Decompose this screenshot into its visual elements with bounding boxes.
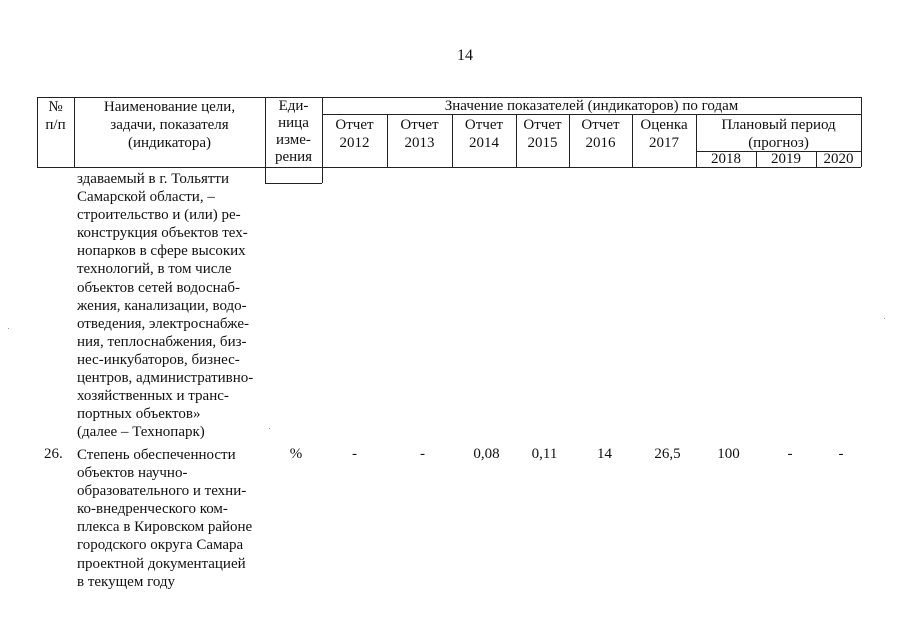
- text-line: нес-инкубаторов, бизнес-: [77, 351, 240, 368]
- value-2012: -: [352, 446, 357, 462]
- header-text: 2012: [339, 135, 370, 151]
- continuation-text: [77, 170, 267, 441]
- text-line: (далее – Технопарк): [77, 424, 205, 441]
- text-line: Самарской области, –: [77, 189, 215, 206]
- header-text: ница: [278, 115, 309, 131]
- text-line: хозяйственных и транс-: [77, 388, 229, 405]
- row-name: [77, 446, 267, 591]
- header-text: задачи, показателя: [110, 117, 229, 133]
- text-line: ния, теплоснабжения, биз-: [77, 333, 247, 350]
- text-line: Степень обеспеченности: [77, 447, 236, 463]
- scan-speck: [269, 428, 270, 429]
- value-2016: 14: [597, 446, 612, 462]
- header-text: 2017: [649, 135, 679, 151]
- header-col-name: [74, 98, 265, 152]
- header-text: (прогноз): [748, 135, 809, 151]
- header-year-2016: [569, 116, 632, 152]
- value-2018: 100: [717, 446, 740, 462]
- header-col-number: [37, 98, 74, 134]
- header-text: изме-: [276, 132, 311, 148]
- text-line: образовательного и техни-: [77, 483, 247, 500]
- header-col-unit: [265, 98, 322, 166]
- row-unit: %: [289, 446, 303, 462]
- text-line: плекса в Кировском районе: [77, 519, 253, 536]
- text-line: здаваемый в г. Тольятти: [77, 171, 229, 187]
- text-line: технологий, в том числе: [77, 261, 232, 278]
- header-text: Оценка: [640, 117, 688, 133]
- scan-speck: [884, 318, 885, 319]
- text-line: портных объектов»: [77, 406, 201, 423]
- header-text: Отчет: [464, 117, 504, 133]
- header-text: Отчет: [581, 117, 620, 133]
- text-line: центров, административно-: [77, 370, 254, 387]
- header-text: 2016: [585, 135, 616, 151]
- value-2017: 26,5: [654, 446, 681, 462]
- header-text: (индикатора): [127, 135, 212, 151]
- header-year-2014: [452, 116, 516, 152]
- row-number: 26.: [44, 446, 63, 462]
- header-year-2017: [632, 116, 696, 152]
- header-text: №: [48, 99, 63, 115]
- text-line: проектной документацией: [77, 555, 246, 572]
- header-text: Плановый период: [721, 117, 836, 133]
- header-year-2012: [322, 116, 387, 152]
- header-plan-2020: 2020: [823, 151, 854, 167]
- text-line: объектов научно-: [77, 465, 188, 482]
- text-line: конструкция объектов тех-: [77, 225, 248, 242]
- header-text: Отчет: [523, 117, 562, 133]
- header-text: Отчет: [335, 117, 374, 133]
- header-plan-period: [696, 116, 861, 152]
- header-plan-2019: 2019: [771, 151, 801, 167]
- header-year-2013: [387, 116, 452, 152]
- value-2013: -: [420, 446, 425, 462]
- text-line: в текущем году: [77, 573, 176, 590]
- scan-speck: [8, 328, 9, 329]
- text-line: нопарков в сфере высоких: [77, 243, 246, 260]
- text-line: строительство и (или) ре-: [77, 207, 241, 224]
- header-values-title: Значение показателей (индикаторов) по годам: [444, 98, 739, 114]
- header-year-2015: [516, 116, 569, 152]
- header-text: п/п: [45, 117, 66, 133]
- value-2020: -: [838, 446, 844, 462]
- header-text: 2014: [469, 135, 499, 151]
- header-text: Отчет: [400, 117, 439, 133]
- header-text: Еди-: [278, 98, 309, 114]
- header-plan-2018: 2018: [711, 151, 741, 167]
- text-line: городского округа Самара: [77, 537, 244, 554]
- page-number: 14: [457, 47, 473, 64]
- header-text: Наименование цели,: [103, 99, 236, 115]
- text-line: отведения, электроснабже-: [77, 315, 249, 332]
- header-text: 2013: [404, 135, 435, 151]
- text-line: объектов сетей водоснаб-: [77, 279, 240, 296]
- value-2014: 0,08: [473, 446, 500, 462]
- value-2019: -: [787, 446, 793, 462]
- header-text: 2015: [527, 135, 558, 151]
- text-line: жения, канализации, водо-: [77, 297, 247, 314]
- header-text: рения: [274, 149, 313, 165]
- text-line: ко-внедренческого ком-: [77, 501, 228, 518]
- value-2015: 0,11: [531, 446, 558, 462]
